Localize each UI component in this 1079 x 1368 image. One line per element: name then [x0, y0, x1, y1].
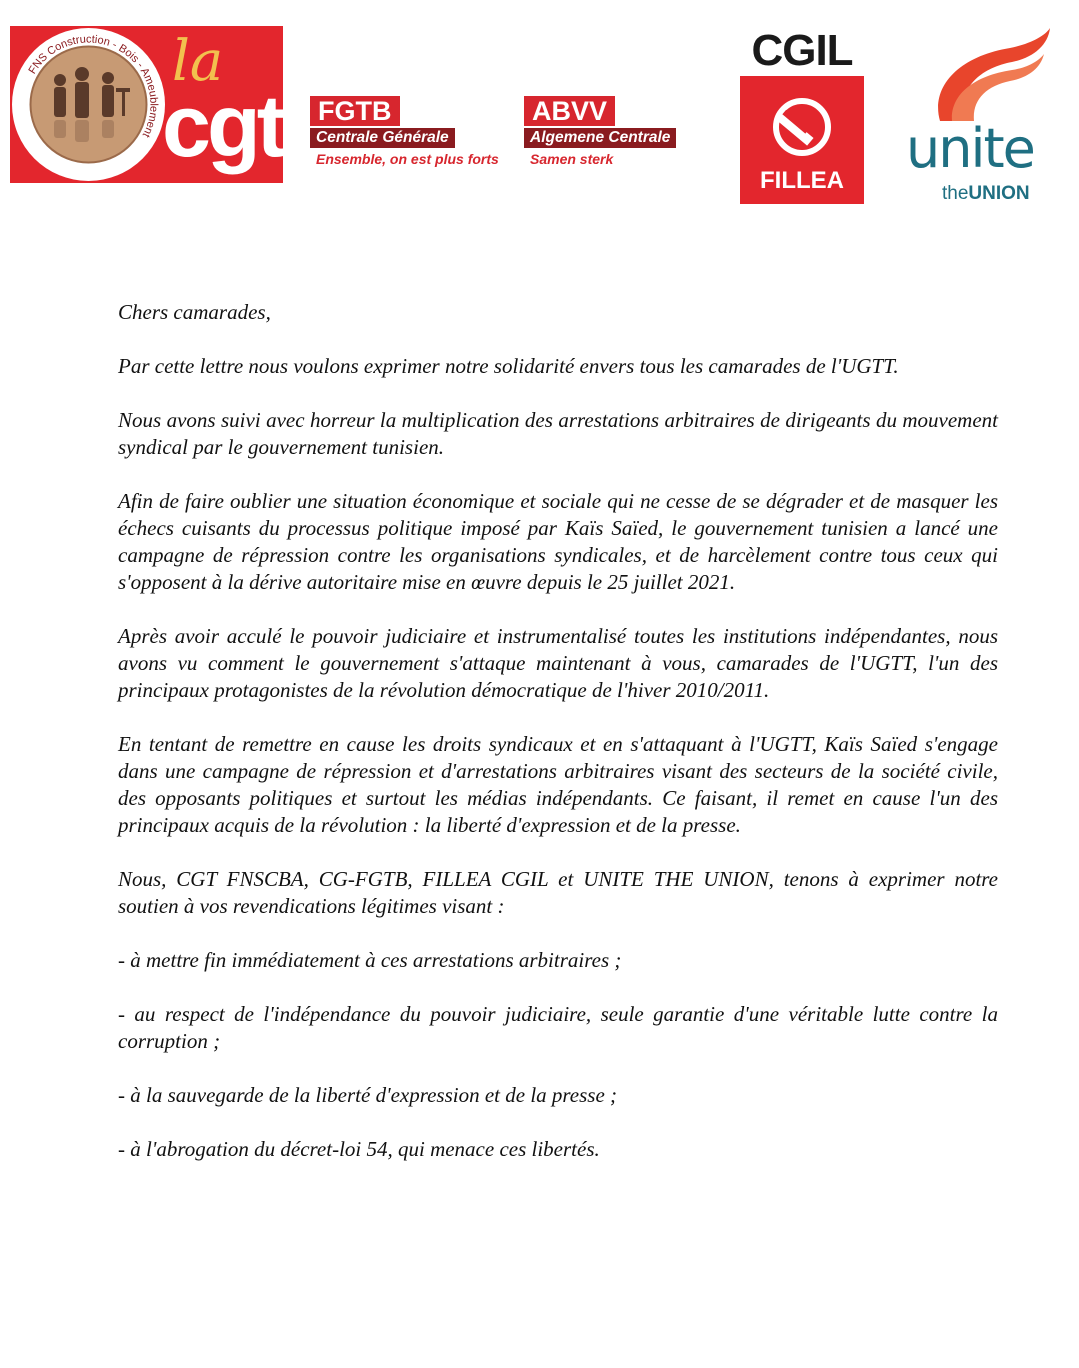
paragraph-repression: Afin de faire oublier une situation économique et sociale qui ne cesse de se dégrader et de masquer les échecs cuisants du processus politique imposé par Kaïs Saïed, le gouvernement tunisien a lancé une campagne de répression contre les organisations syndicales, et de harcèlement contre tous ceux qui s'opposent à la dérive autoritaire mise en œuvre depuis le 25 juillet 2021.	[118, 489, 998, 594]
cgt-la-text: la	[172, 29, 224, 94]
cgt-wordmark: cgt	[162, 76, 282, 175]
paragraph-support: Nous, CGT FNSCBA, CG-FGTB, FILLEA CGIL et UNITE THE UNION, tenons à exprimer notre soutien à vos revendications légitimes visant :	[118, 867, 998, 918]
cgt-ring-text: FNS Construction - Bois - Ameublement	[26, 33, 160, 140]
cgil-title: CGIL	[751, 26, 853, 75]
fgtb-subtitle: Centrale Générale	[310, 128, 455, 148]
fgtb-logo	[310, 96, 520, 170]
unite-tagline	[942, 184, 1030, 203]
fillea-label: FILLEA	[760, 167, 844, 194]
abvv-title: ABVV	[524, 96, 615, 126]
fillea-box	[740, 76, 864, 204]
abvv-subtitle: Algemene Centrale	[524, 128, 676, 148]
fgtb-title: FGTB	[310, 96, 400, 126]
demand-item: - à mettre fin immédiatement à ces arrestations arbitraires ;	[118, 948, 622, 972]
cgt-logo	[10, 26, 283, 183]
demand-item: - à la sauvegarde de la liberté d'expression et de la presse ;	[118, 1083, 618, 1107]
fillea-emblem-icon	[767, 96, 837, 158]
unite-tag-prefix: the	[942, 183, 969, 204]
paragraph-judiciary: Après avoir acculé le pouvoir judiciaire et instrumentalisé toutes les institutions indépendantes, nous avons vu comment le gouvernement s'attaque maintenant à vous, camarades de l'UGTT, l'un des principaux protagonistes de la révolution démocratique de l'hiver 2010/2011.	[118, 624, 998, 702]
unite-tag-suffix: UNION	[968, 183, 1030, 204]
cgt-fns-emblem	[12, 28, 165, 181]
demand-item: - à l'abrogation du décret-loi 54, qui menace ces libertés.	[118, 1137, 600, 1161]
abvv-logo	[524, 96, 724, 170]
letter-body	[118, 299, 998, 1163]
demand-item: - au respect de l'indépendance du pouvoir judiciaire, seule garantie d'une véritable lutte contre la corruption ;	[118, 1002, 998, 1053]
cgil-fillea-logo	[738, 28, 866, 206]
paragraph-arrests: Nous avons suivi avec horreur la multiplication des arrestations arbitraires de dirigeants du mouvement syndical par le gouvernement tunisien.	[118, 408, 998, 459]
paragraph-solidarity: Par cette lettre nous voulons exprimer notre solidarité envers tous les camarades de l'UGTT.	[118, 354, 899, 378]
logo-header	[0, 0, 1079, 230]
fgtb-slogan: Ensemble, on est plus forts	[316, 151, 499, 167]
unite-logo	[900, 26, 1058, 206]
paragraph-union-rights: En tentant de remettre en cause les droits syndicaux et en s'attaquant à l'UGTT, Kaïs Saïed s'engage dans une campagne de répression et d'arrestations arbitraires visant des secteurs de la société civile, des opposants politiques et surtout les médias indépendants. Ce faisant, il remet en cause l'un des principaux acquis de la révolution : la liberté d'expression et de la presse.	[118, 732, 998, 837]
unite-ribbon-icon	[900, 26, 1058, 126]
abvv-slogan: Samen sterk	[530, 151, 614, 167]
letter-greeting: Chers camarades,	[118, 300, 271, 324]
unite-wordmark: unite	[906, 117, 1034, 180]
